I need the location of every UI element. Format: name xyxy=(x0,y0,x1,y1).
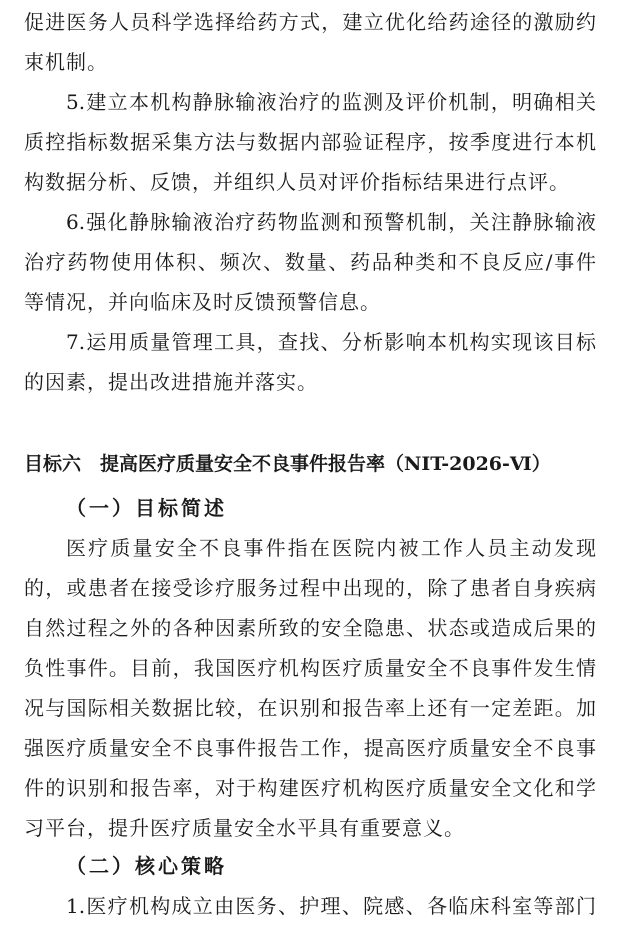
paragraph-line: 束机制。 xyxy=(24,50,108,74)
section-1-line: 强医疗质量安全不良事件报告工作，提高医疗质量安全不良事 xyxy=(24,736,596,760)
section-1-line: 的，或患者在接受诊疗服务过程中出现的，除了患者自身疾病 xyxy=(24,576,596,600)
section-1-line: 医疗质量安全不良事件指在医院内被工作人员主动发现 xyxy=(66,536,596,560)
section-1-line: 况与国际相关数据比较，在识别和报告率上还有一定差距。加 xyxy=(24,696,596,720)
section-1-line: 件的识别和报告率，对于构建医疗机构医疗质量安全文化和学 xyxy=(24,776,596,800)
item-5-line: 质控指标数据采集方法与数据内部验证程序，按季度进行本机 xyxy=(24,130,596,154)
item-7-line: 的因素，提出改进措施并落实。 xyxy=(24,370,318,394)
section-2-heading: （二）核心策略 xyxy=(66,854,227,878)
item-6-line: 治疗药物使用体积、频次、数量、药品种类和不良反应/事件 xyxy=(24,250,596,274)
section-1-line: 负性事件。目前，我国医疗机构医疗质量安全不良事件发生情 xyxy=(24,656,596,680)
item-6-line: 6.强化静脉输液治疗药物监测和预警机制，关注静脉输液 xyxy=(66,210,596,234)
section-1-line: 自然过程之外的各种因素所致的安全隐患、状态或造成后果的 xyxy=(24,616,596,640)
item-5-line: 5.建立本机构静脉输液治疗的监测及评价机制，明确相关 xyxy=(66,90,596,114)
item-5-line: 构数据分析、反馈，并组织人员对评价指标结果进行点评。 xyxy=(24,170,570,194)
item-6-line: 等情况，并向临床及时反馈预警信息。 xyxy=(24,290,381,314)
paragraph-line: 促进医务人员科学选择给药方式，建立优化给药途径的激励约 xyxy=(24,10,596,34)
goal-heading: 目标六 提高医疗质量安全不良事件报告率（NIT-2026-Ⅵ） xyxy=(24,453,551,475)
section-1-line: 习平台，提升医疗质量安全水平具有重要意义。 xyxy=(24,816,465,840)
item-7-line: 7.运用质量管理工具，查找、分析影响本机构实现该目标 xyxy=(66,330,596,354)
section-1-heading: （一）目标简述 xyxy=(66,496,227,520)
section-2-item-1-line: 1.医疗机构成立由医务、护理、院感、各临床科室等部门 xyxy=(66,894,596,918)
